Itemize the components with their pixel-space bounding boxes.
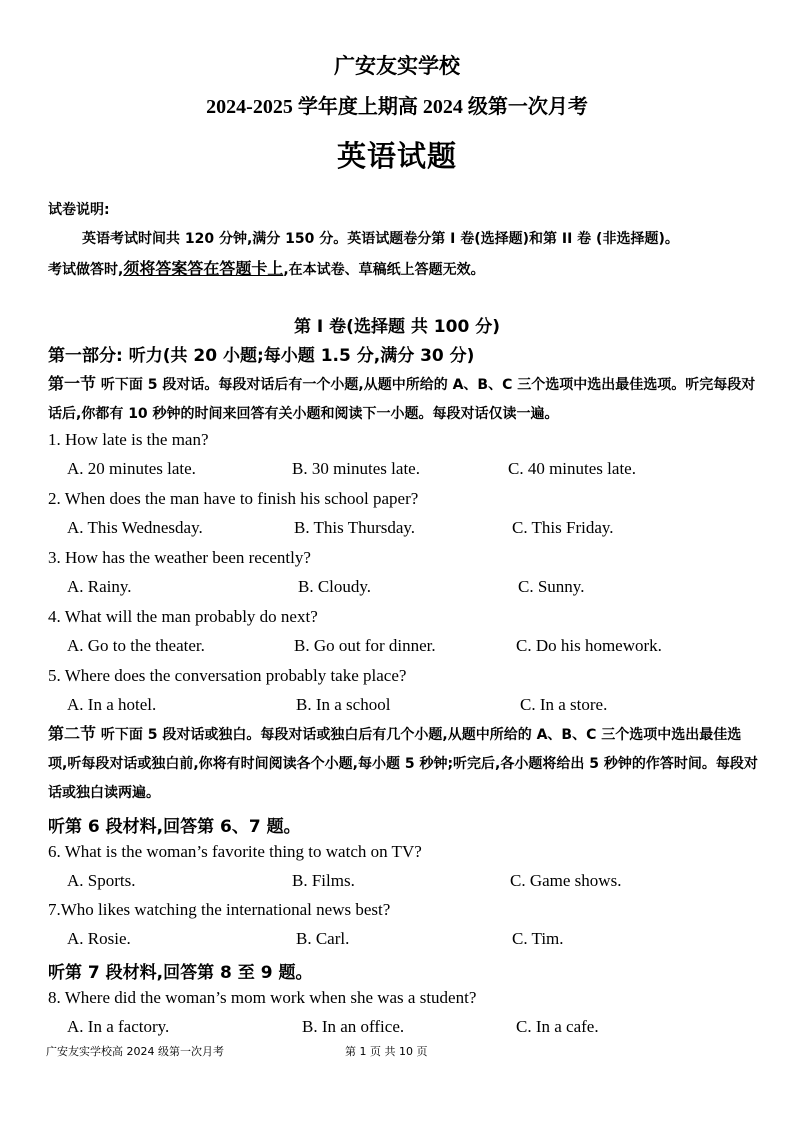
q8-option-c: C. In a cafe. bbox=[516, 1017, 599, 1036]
q6-option-b: B. Films. bbox=[292, 871, 355, 890]
exam-notes bbox=[48, 224, 760, 285]
q6-option-a: A. Sports. bbox=[67, 871, 136, 890]
q8-option-a: A. In a factory. bbox=[67, 1017, 170, 1036]
q5-option-c: C. In a store. bbox=[520, 695, 608, 714]
q1-option-c: C. 40 minutes late. bbox=[508, 459, 636, 478]
q3-option-a: A. Rainy. bbox=[67, 577, 132, 596]
question-8: 8. Where did the woman’s mom work when she was a student? bbox=[48, 988, 477, 1007]
material-6-heading: 听第 6 段材料,回答第 6、7 题。 bbox=[48, 817, 301, 837]
q6-option-c: C. Game shows. bbox=[510, 871, 622, 890]
q4-option-b: B. Go out for dinner. bbox=[294, 636, 436, 655]
q4-option-c: C. Do his homework. bbox=[516, 636, 662, 655]
question-6: 6. What is the woman’s favorite thing to watch on TV? bbox=[48, 842, 422, 861]
notes-line-2: 考试做答时,须将答案答在答题卡上,在本试卷、草稿纸上答题无效。 bbox=[48, 259, 485, 278]
q2-option-c: C. This Friday. bbox=[512, 518, 614, 537]
q3-option-c: C. Sunny. bbox=[518, 577, 585, 596]
q8-option-b: B. In an office. bbox=[302, 1017, 405, 1036]
q2-option-b: B. This Thursday. bbox=[294, 518, 416, 537]
section-1-instructions: 第一节 听下面 5 段对话。每段对话后有一个小题,从题中所给的 A、B、C 三个选项中选出最佳选项。听完每段对话后,你都有 10 秒钟的时间来回答有关小题和阅读下一小题。每段对话仅读一遍。 bbox=[48, 374, 756, 422]
part-1-title: 第一部分: 听力(共 20 小题;每小题 1.5 分,满分 30 分) bbox=[48, 346, 475, 366]
school-name: 广安友实学校 bbox=[334, 54, 460, 78]
question-5: 5. Where does the conversation probably take place? bbox=[48, 666, 407, 685]
q3-option-b: B. Cloudy. bbox=[298, 577, 372, 596]
q5-option-a: A. In a hotel. bbox=[67, 695, 157, 714]
exam-title: 2024-2025 学年度上期高 2024 级第一次月考 bbox=[206, 96, 588, 118]
question-7: 7.Who likes watching the international news best? bbox=[48, 900, 391, 919]
subject-title: 英语试题 bbox=[336, 141, 457, 173]
answer-sheet-notice: 须将答案答在答题卡上 bbox=[123, 259, 284, 278]
notes-line-1: 英语考试时间共 120 分钟,满分 150 分。英语试题卷分第 I 卷(选择题)和第 II 卷 (非选择题)。 bbox=[82, 231, 679, 247]
section-2-instructions: 第二节 听下面 5 段对话或独白。每段对话或独白后有几个小题,从题中所给的 A、B、C 三个选项中选出最佳选项,听每段对话或独白前,你将有时间阅读各个小题,每小题 5 秒钟;听完后,各小题将给出 5 秒钟的作答时间。每段对话或独白读两遍。 bbox=[48, 724, 758, 801]
notes-title: 试卷说明: bbox=[48, 202, 110, 218]
footer-exam-label: 广安友实学校高 2024 级第一次月考 bbox=[46, 1045, 224, 1058]
question-4: 4. What will the man probably do next? bbox=[48, 607, 318, 626]
q2-option-a: A. This Wednesday. bbox=[67, 518, 203, 537]
q1-option-a: A. 20 minutes late. bbox=[67, 459, 196, 478]
q7-option-c: C. Tim. bbox=[512, 929, 564, 948]
q5-option-b: B. In a school bbox=[296, 695, 391, 714]
question-2: 2. When does the man have to finish his school paper? bbox=[48, 489, 419, 508]
q1-option-b: B. 30 minutes late. bbox=[292, 459, 420, 478]
q7-option-b: B. Carl. bbox=[296, 929, 350, 948]
footer-page-number: 第 1 页 共 10 页 bbox=[345, 1045, 428, 1058]
question-1: 1. How late is the man? bbox=[48, 430, 209, 449]
q4-option-a: A. Go to the theater. bbox=[67, 636, 205, 655]
question-3: 3. How has the weather been recently? bbox=[48, 548, 311, 567]
q7-option-a: A. Rosie. bbox=[67, 929, 131, 948]
section-title: 第 I 卷(选择题 共 100 分) bbox=[294, 317, 500, 337]
material-7-heading: 听第 7 段材料,回答第 8 至 9 题。 bbox=[48, 963, 313, 983]
